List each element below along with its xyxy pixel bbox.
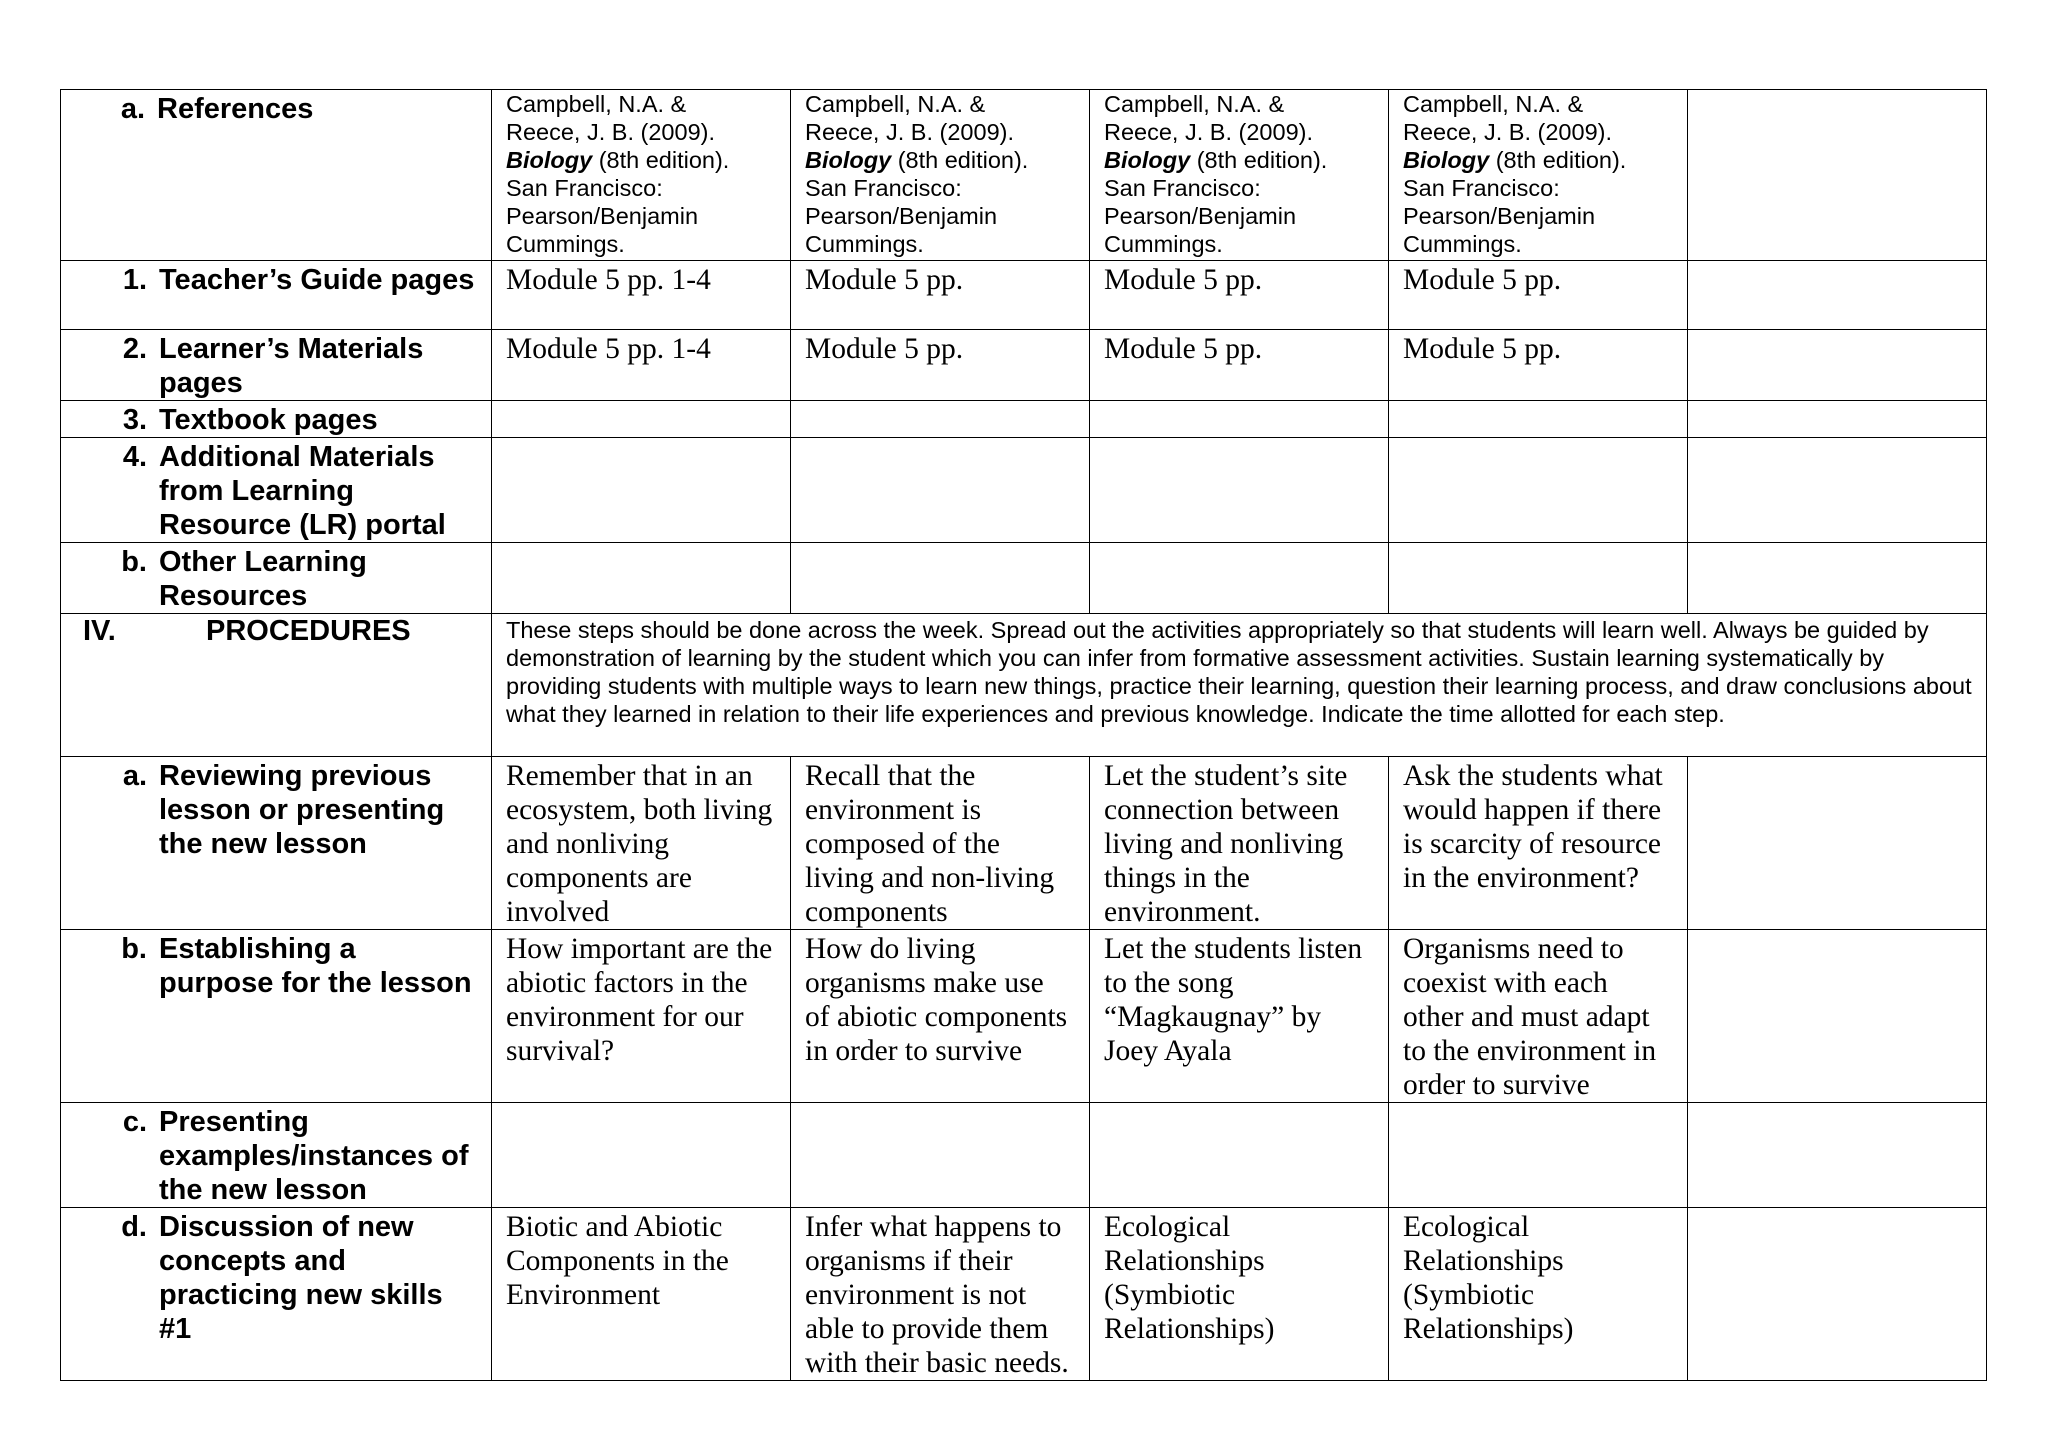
row-label: Other Learning Resources — [159, 546, 367, 612]
row-marker: 4. — [122, 441, 147, 473]
table-cell: Organisms need to coexist with each other and must adapt to the environment in order to survive — [1389, 930, 1688, 1103]
table-cell — [1389, 1103, 1688, 1208]
table-cell: Biotic and Abiotic Components in the Environment — [492, 1208, 791, 1381]
table-cell: Module 5 pp. 1-4 — [492, 330, 791, 401]
row-label-cell — [61, 930, 492, 1103]
table-row — [61, 757, 1987, 930]
row-label-cell — [61, 757, 492, 930]
row-label-cell — [61, 1103, 492, 1208]
section-numeral: IV. — [83, 615, 116, 647]
row-label-cell — [61, 261, 492, 330]
procedures-heading-cell — [61, 614, 492, 757]
table-cell — [1389, 438, 1688, 543]
reference-cell: Campbell, N.A. & Reece, J. B. (2009). Biology (8th edition). San Francisco: Pearson/Benjamin Cummings. — [1389, 90, 1688, 261]
row-marker: 1. — [122, 264, 147, 296]
table-cell — [492, 1103, 791, 1208]
table-cell — [1688, 543, 1987, 614]
table-cell: Remember that in an ecosystem, both living and nonliving components are involved — [492, 757, 791, 930]
row-label-cell — [61, 1208, 492, 1381]
table-cell — [1090, 543, 1389, 614]
table-row — [61, 330, 1987, 401]
row-label: Learner’s Materials pages — [159, 333, 424, 399]
row-marker: a. — [120, 93, 145, 125]
section-title: PROCEDURES — [206, 615, 411, 647]
table-cell — [1688, 438, 1987, 543]
table-cell: Module 5 pp. — [1090, 330, 1389, 401]
table-cell — [791, 543, 1090, 614]
row-label-cell — [61, 438, 492, 543]
row-label-cell — [61, 401, 492, 438]
table-cell — [1688, 1103, 1987, 1208]
table-cell — [1090, 1103, 1389, 1208]
row-label: Additional Materials from Learning Resource (LR) portal — [159, 441, 446, 541]
procedures-note: These steps should be done across the week. Spread out the activities appropriately so that students will learn well. Always be guided by demonstration of learning by the student which you can infer from formative assessment activities. Sustain learning systematically by providing students with multiple ways to learn new things, practice their learning, question their learning process, and draw conclusions about what they learned in relation to their life experiences and previous knowledge. Indicate the time allotted for each step. — [492, 614, 1987, 757]
row-label-cell — [61, 330, 492, 401]
table-row — [61, 1208, 1987, 1381]
table-cell — [791, 1103, 1090, 1208]
table-cell: Recall that the environment is composed of the living and non-living components — [791, 757, 1090, 930]
row-marker: a. — [122, 760, 147, 792]
table-cell: Module 5 pp. — [1389, 261, 1688, 330]
row-marker: b. — [121, 933, 147, 965]
table-cell — [492, 438, 791, 543]
table-cell: Infer what happens to organisms if their environment is not able to provide them with their basic needs. — [791, 1208, 1090, 1381]
references-row — [61, 90, 1987, 261]
table-row — [61, 930, 1987, 1103]
table-cell — [1389, 543, 1688, 614]
row-label: Discussion of new concepts and practicing new skills #1 — [159, 1211, 443, 1345]
table-row — [61, 1103, 1987, 1208]
table-cell: Let the students listen to the song “Magkaugnay” by Joey Ayala — [1090, 930, 1389, 1103]
table-cell — [791, 438, 1090, 543]
table-row — [61, 401, 1987, 438]
table-cell: Module 5 pp. 1-4 — [492, 261, 791, 330]
table-cell — [1688, 757, 1987, 930]
row-label: References — [157, 93, 314, 125]
row-label: Teacher’s Guide pages — [159, 264, 475, 296]
table-cell — [492, 401, 791, 438]
references-label-cell — [61, 90, 492, 261]
row-marker: 2. — [122, 333, 147, 365]
table-cell — [1688, 261, 1987, 330]
row-marker: 3. — [122, 404, 147, 436]
table-cell: Ecological Relationships (Symbiotic Relationships) — [1389, 1208, 1688, 1381]
table-cell: Ecological Relationships (Symbiotic Relationships) — [1090, 1208, 1389, 1381]
table-cell — [1688, 930, 1987, 1103]
table-cell: Module 5 pp. — [791, 261, 1090, 330]
table-row — [61, 543, 1987, 614]
table-cell — [1389, 401, 1688, 438]
table-cell: How do living organisms make use of abiotic components in order to survive — [791, 930, 1090, 1103]
lesson-plan-table — [60, 89, 1987, 1381]
reference-cell: Campbell, N.A. & Reece, J. B. (2009). Biology (8th edition). San Francisco: Pearson/Benjamin Cummings. — [1090, 90, 1389, 261]
table-cell — [1090, 401, 1389, 438]
table-cell — [1090, 438, 1389, 543]
table-cell — [1688, 401, 1987, 438]
reference-cell: Campbell, N.A. & Reece, J. B. (2009). Biology (8th edition). San Francisco: Pearson/Benjamin Cummings. — [492, 90, 791, 261]
table-cell — [492, 543, 791, 614]
table-cell — [1688, 330, 1987, 401]
row-marker: c. — [122, 1106, 147, 1138]
procedures-row — [61, 614, 1987, 757]
table-row — [61, 438, 1987, 543]
table-cell: Module 5 pp. — [791, 330, 1090, 401]
row-label: Reviewing previous lesson or presenting the new lesson — [159, 760, 445, 860]
row-marker: b. — [121, 546, 147, 578]
table-cell: Module 5 pp. — [1389, 330, 1688, 401]
table-cell — [791, 401, 1090, 438]
row-label: Establishing a purpose for the lesson — [159, 933, 472, 999]
table-cell: Module 5 pp. — [1090, 261, 1389, 330]
table-cell: How important are the abiotic factors in the environment for our survival? — [492, 930, 791, 1103]
table-cell: Let the student’s site connection between living and nonliving things in the environment. — [1090, 757, 1389, 930]
reference-cell: Campbell, N.A. & Reece, J. B. (2009). Biology (8th edition). San Francisco: Pearson/Benjamin Cummings. — [791, 90, 1090, 261]
row-label: Textbook pages — [159, 404, 378, 436]
table-cell — [1688, 1208, 1987, 1381]
table-row — [61, 261, 1987, 330]
row-marker: d. — [121, 1211, 147, 1243]
row-label: Presenting examples/instances of the new lesson — [159, 1106, 469, 1206]
empty-cell — [1688, 90, 1987, 261]
table-cell: Ask the students what would happen if there is scarcity of resource in the environment? — [1389, 757, 1688, 930]
row-label-cell — [61, 543, 492, 614]
